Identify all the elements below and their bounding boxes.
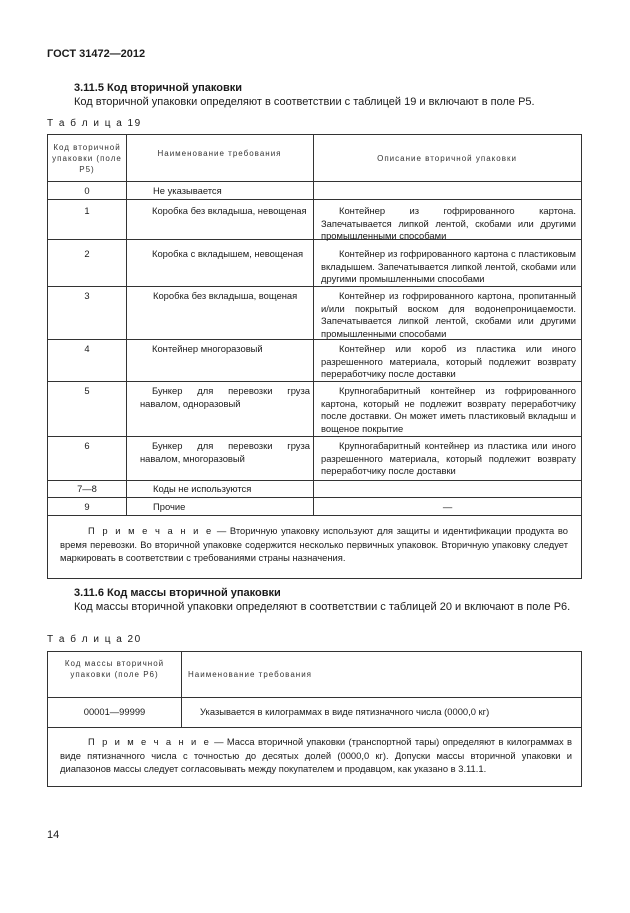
table-row-code: 5 <box>84 385 90 396</box>
table19-header-code: Код вторичной упаковки (поле Р5) <box>52 143 122 174</box>
table-row-name: Прочие <box>153 501 186 512</box>
section-text-3-11-5: Код вторичной упаковки определяют в соответствии с таблицей 19 и включают в поле Р5. <box>74 96 535 108</box>
table-row-code: 9 <box>84 501 90 512</box>
table20-note-text: — Масса вторичной упаковки (транспортной тары) определяют в килограммах в виде пятизначного числа с точностью до десятых долей (0000,0 кг). Допуски массы вторичной упаковки и диапазонов массы следует согласовывать между покупателем и продавцом, как указано в 3.11.1. <box>60 736 572 774</box>
table-row-desc: — <box>442 501 453 512</box>
table-row-desc: Контейнер из гофрированного картона, пропитанный и/или покрытый воском для водонепроницаемости. Запечатывается липкой лентой, скобами или другими промышленными способами <box>321 290 576 339</box>
table-row-name: Коробка без вкладыша, невощеная <box>152 205 307 216</box>
table-row-desc: Крупногабаритный контейнер из пластика или иного разрешенного материала, который подлежит возврату переработчику после доставки <box>321 440 576 476</box>
table20-header-name: Наименование требования <box>188 670 313 679</box>
table-row-code: 00001—99999 <box>83 706 146 717</box>
table-row-code: 7—8 <box>77 483 97 494</box>
table-row-name: Указывается в килограммах в виде пятизначного числа (0000,0 кг) <box>200 706 490 717</box>
table-row-name: Бункер для перевозки груза навалом, одноразовый <box>140 385 310 409</box>
table20-note-label: П р и м е ч а н и е <box>88 736 211 747</box>
table-20 <box>47 651 582 787</box>
section-title-3-11-5: 3.11.5 Код вторичной упаковки <box>74 82 242 94</box>
table19-note <box>60 524 568 565</box>
table-row-code: 1 <box>84 205 90 216</box>
section-text-3-11-6: Код массы вторичной упаковки определяют в соответствии с таблицей 20 и включают в поле Р6. <box>74 601 571 613</box>
table20-caption: Т а б л и ц а 20 <box>47 634 142 645</box>
table19-note-label: П р и м е ч а н и е <box>88 525 214 536</box>
table-row-desc: Контейнер из гофрированного картона. Запечатывается липкой лентой, скобами или другими промышленными способами <box>321 205 576 241</box>
table20-note <box>60 735 572 776</box>
table-row-name: Контейнер многоразовый <box>152 343 263 354</box>
table19-header-desc: Описание вторичной упаковки <box>377 154 517 163</box>
table-row-name: Бункер для перевозки груза навалом, многоразовый <box>140 440 310 464</box>
table-row-code: 6 <box>84 440 90 451</box>
table-row-code: 2 <box>84 248 90 259</box>
table-row-name: Коды не используются <box>153 483 252 494</box>
table-row-code: 4 <box>84 343 90 354</box>
table19-note-text: — Вторичную упаковку используют для защиты и идентификации продукта во время перевозки. Во вторичной упаковке содержится несколько первичных упаковок. Вторичную упаковку следует маркировать в соответствии с требованиями страны назначения. <box>60 525 568 563</box>
table-row-name: Не указывается <box>153 185 222 196</box>
table19-caption: Т а б л и ц а 19 <box>47 118 142 129</box>
table-19 <box>47 134 582 579</box>
table-row-name: Коробка без вкладыша, вощеная <box>153 290 298 301</box>
document-code: ГОСТ 31472—2012 <box>47 48 146 60</box>
table-row-code: 3 <box>84 290 90 301</box>
table-row-name: Коробка с вкладышем, невощеная <box>152 248 304 259</box>
table-row-desc: Контейнер из гофрированного картона с пластиковым вкладышем. Запечатывается липкой лентой, скобами или другими промышленными способами <box>321 248 576 284</box>
table-row-desc: Контейнер или короб из пластика или иного разрешенного материала, который подлежит возврату переработчику после доставки <box>321 343 576 379</box>
section-title-3-11-6: 3.11.6 Код массы вторичной упаковки <box>74 587 281 599</box>
table-row-code: 0 <box>84 185 90 196</box>
page-number: 14 <box>47 829 60 841</box>
table-row-desc: Крупногабаритный контейнер из гофрированного картона, который не подлежит возврату переработчику после доставки. Он может иметь пластиковый вкладыш и вощеное покрытие <box>321 385 576 434</box>
table19-header-name: Наименование требования <box>157 149 282 158</box>
table20-header-code: Код массы вторичной упаковки (поле Р6) <box>64 659 165 679</box>
